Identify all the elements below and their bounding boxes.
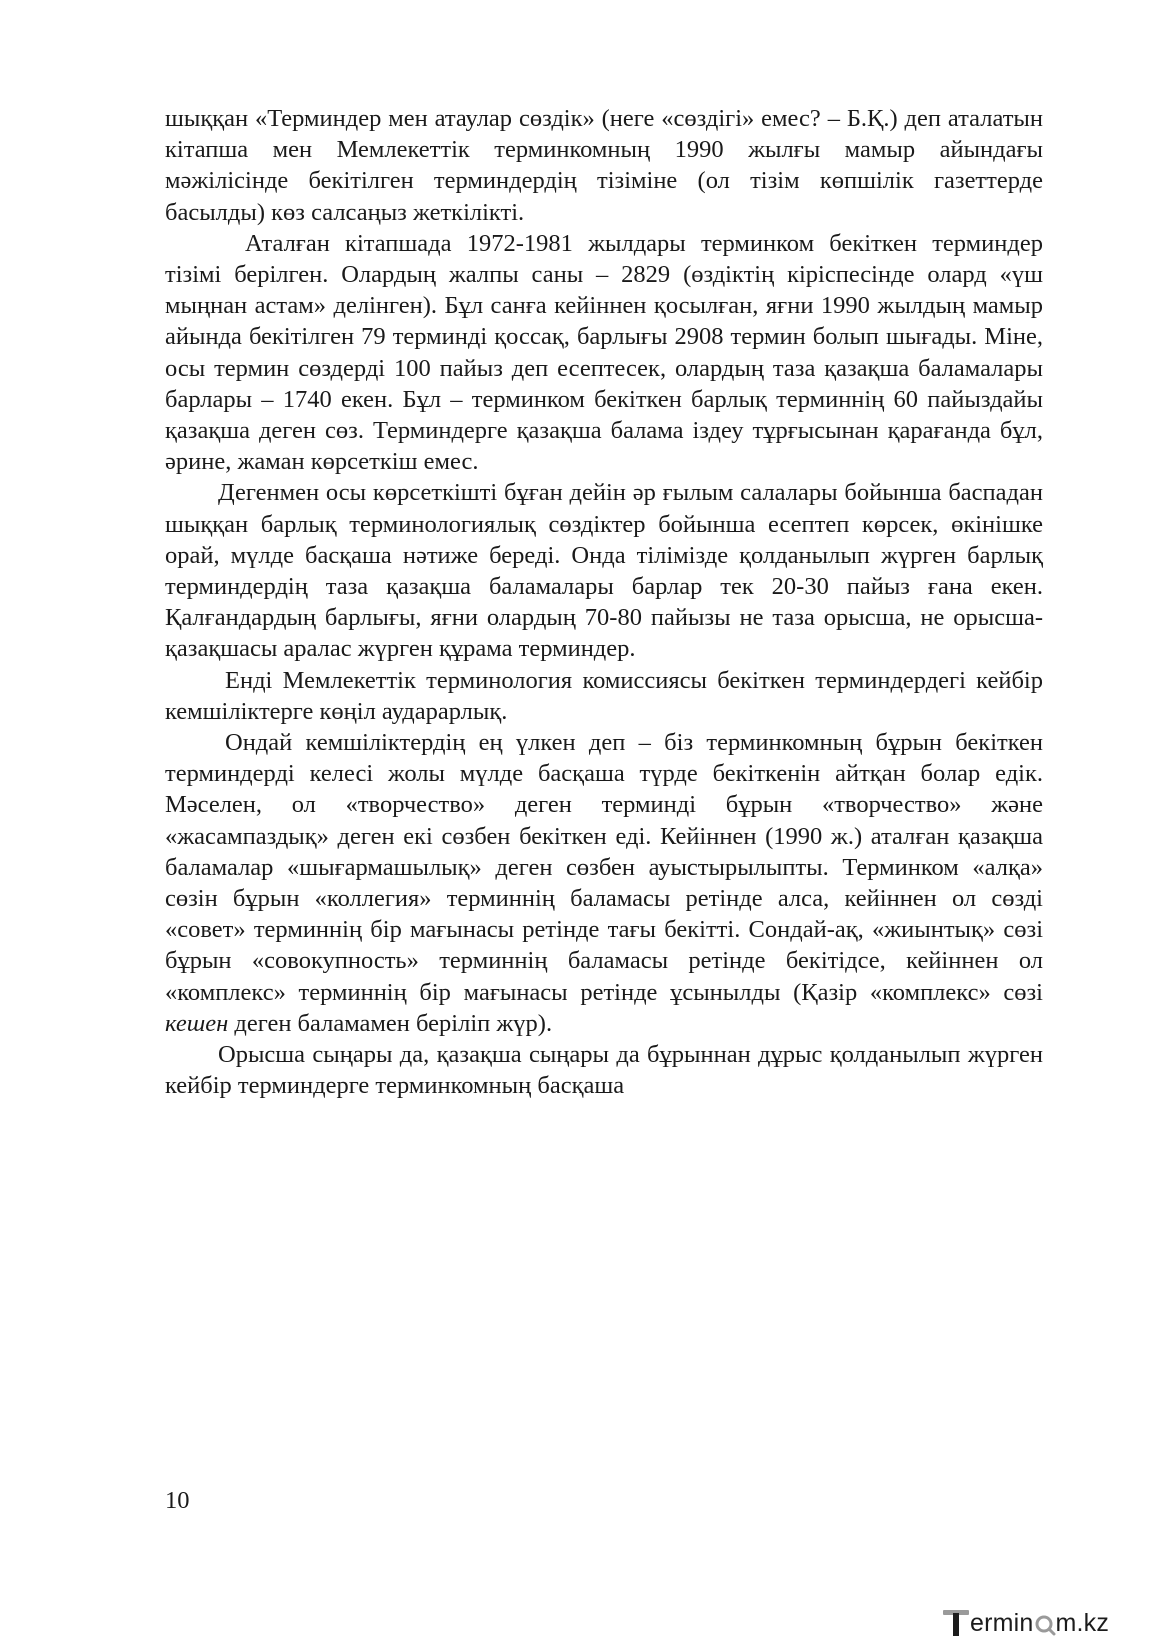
paragraph-1: шыққан «Терминдер мен атаулар сөздік» (неге «сөздігі» емес? – Б.Қ.) деп аталатын кітапша мен Мемлекеттік терминкомның 1990 жылғы мамыр айындағы мәжілісінде бекітілген терминдердің тізіміне (ол тізім көпшілік газеттерде басылды) көз салсаңыз жеткілікті. bbox=[165, 105, 1043, 226]
paragraph-4: Енді Мемлекеттік терминология комиссиясы бекіткен терминдердегі кейбір кемшіліктерге көңіл аударарлық. bbox=[165, 666, 1043, 725]
paragraph-5-tail: деген баламамен беріліп жүр). bbox=[234, 1009, 553, 1037]
paragraph-3: Дегенмен осы көрсеткішті бұған дейін әр ғылым салалары бойынша баспадан шыққан барлық терминологиялық сөздіктер бойынша есептеп көрсек, өкінішке орай, мүлде басқаша нәтиже береді. Онда тілімізде қолданылып жүрген барлық терминдердің таза қазақша баламалары барлар тек 20-30 пайыз ғана екен. Қалғандардың барлығы, яғни олардың 70-80 пайызы не таза орысша, не орысша-қазақшасы аралас жүрген құрама терминдер. bbox=[165, 479, 1043, 663]
watermark-logo bbox=[943, 1606, 1109, 1636]
paragraph-5 bbox=[165, 727, 1043, 1039]
watermark-text-suffix: m.kz bbox=[1055, 1609, 1110, 1637]
paragraph-5-text: Ондай кемшіліктердің ең үлкен деп – біз терминкомның бұрын бекіткен терминдерді келесі жолы мүлде басқаша түрде бекіткенін айтқан болар едік. Мәселен, ол «творчество» деген терминді бұрын «творчество» және «жасампаздық» деген екі сөзбен бекіткен еді. Кейіннен (1990 ж.) аталған қазақша баламалар «шығармашылық» деген сөзбен ауыстырылыпты. Терминком «алқа» сөзін бұрын «коллегия» терминнің баламасы ретінде алса, кейіннен ол сөзді «совет» терминнің бір мағынасы ретінде тағы бекітті. Сондай-ақ, «жиынтық» сөзі бұрын «совокупность» терминнің баламасы ретінде бекітідсе, кейіннен ол «комплекс» терминнің бір мағынасы ретінде ұсынылды (Қазір «комплекс» сөзі bbox=[165, 729, 1043, 1006]
page-number: 10 bbox=[165, 1487, 190, 1514]
terminkom-t-logo-icon bbox=[943, 1610, 969, 1636]
paragraph-5-italic-term: кешен bbox=[165, 1009, 229, 1037]
magnifier-o-icon bbox=[1034, 1614, 1056, 1636]
page-body-text bbox=[165, 103, 1043, 1102]
paragraph-6: Орысша сыңары да, қазақша сыңары да бұрыннан дұрыс қолданылып жүрген кейбір терминдерге терминкомның басқаша bbox=[165, 1041, 1043, 1100]
paragraph-2: Аталған кітапшада 1972-1981 жылдары терминком бекіткен терминдер тізімі берілген. Олардың жалпы саны – 2829 (өздіктің кіріспесінде олард «үш мыңнан астам» делінген). Бұл санға кейіннен қосылған, яғни 1990 жылдың мамыр айында бекітілген 79 терминді қоссақ, барлығы 2908 термин болып шығады. Міне, осы термин сөздерді 100 пайыз деп есептесек, олардың таза қазақша баламалары барлары – 1740 екен. Бұл – терминком бекіткен барлық терминнің 60 пайыздайы қазақша деген сөз. Терминдерге қазақша балама іздеу тұрғысынан қарағанда бұл, әрине, жаман көрсеткіш емес. bbox=[165, 229, 1043, 476]
watermark-text-prefix: ermin bbox=[970, 1609, 1034, 1637]
